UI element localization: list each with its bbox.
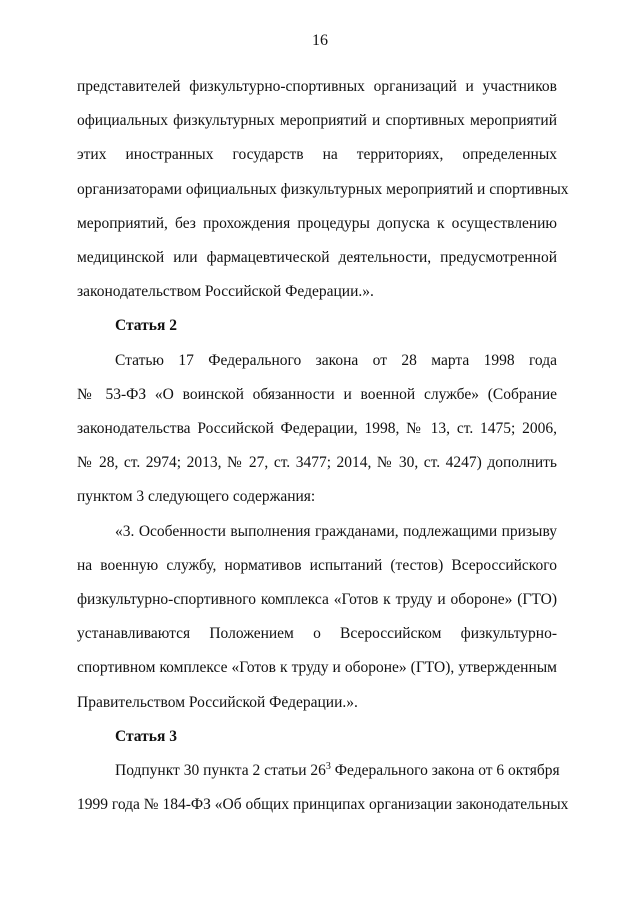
text-line: законодательством Российской Федерации.».	[77, 283, 374, 301]
text-line: официальных физкультурных мероприятий и спортивных мероприятий	[77, 112, 557, 130]
text-line: Статью 17 Федерального закона от 28 марта 1998 года	[115, 351, 557, 369]
text-fragment: Федерального закона от 6 октября	[330, 762, 560, 780]
text-line	[77, 754, 560, 788]
text-line: законодательства Российской Федерации, 1998, № 13, ст. 1475; 2006,	[77, 420, 557, 438]
text-line: № 53-ФЗ «О воинской обязанности и военной службе» (Собрание	[77, 385, 557, 403]
text-line: № 28, ст. 2974; 2013, № 27, ст. 3477; 2014, № 30, ст. 4247) дополнить	[77, 454, 557, 472]
text-line: пунктом 3 следующего содержания:	[77, 488, 316, 506]
article-2-quote	[77, 515, 557, 720]
text-line: 1999 года № 184-ФЗ «Об общих принципах организации законодательных	[77, 796, 569, 814]
text-line: организаторами официальных физкультурных мероприятий и спортивных	[77, 180, 569, 198]
text-line: устанавливаются Положением о Всероссийском физкультурно-	[77, 625, 557, 643]
article-2-heading: Статья 2	[115, 317, 177, 335]
text-line: медицинской или фармацевтической деятельности, предусмотренной	[77, 249, 557, 267]
text-line: Правительством Российской Федерации.».	[77, 693, 358, 711]
article-3-paragraph	[77, 754, 569, 822]
article-3-heading: Статья 3	[115, 727, 177, 745]
document-body	[77, 70, 569, 822]
text-fragment: Подпункт 30 пункта 2 статьи 26	[115, 762, 326, 780]
text-line: мероприятий, без прохождения процедуры допуска к осуществлению	[77, 214, 557, 232]
page-number: 16	[312, 32, 328, 49]
text-line: «3. Особенности выполнения гражданами, подлежащими призыву	[115, 522, 557, 540]
text-line: физкультурно-спортивного комплекса «Готов к труду и обороне» (ГТО)	[77, 591, 557, 609]
text-line: на военную службу, нормативов испытаний (тестов) Всероссийского	[77, 556, 557, 574]
text-line: представителей физкультурно-спортивных организаций и участников	[77, 78, 557, 95]
text-line: этих иностранных государств на территориях, определенных	[77, 146, 557, 164]
text-line: спортивном комплексе «Готов к труду и обороне» (ГТО), утвержденным	[77, 659, 557, 677]
article-2-paragraph	[77, 344, 557, 515]
paragraph-continuation	[77, 70, 569, 309]
superscript: 3	[325, 760, 331, 772]
